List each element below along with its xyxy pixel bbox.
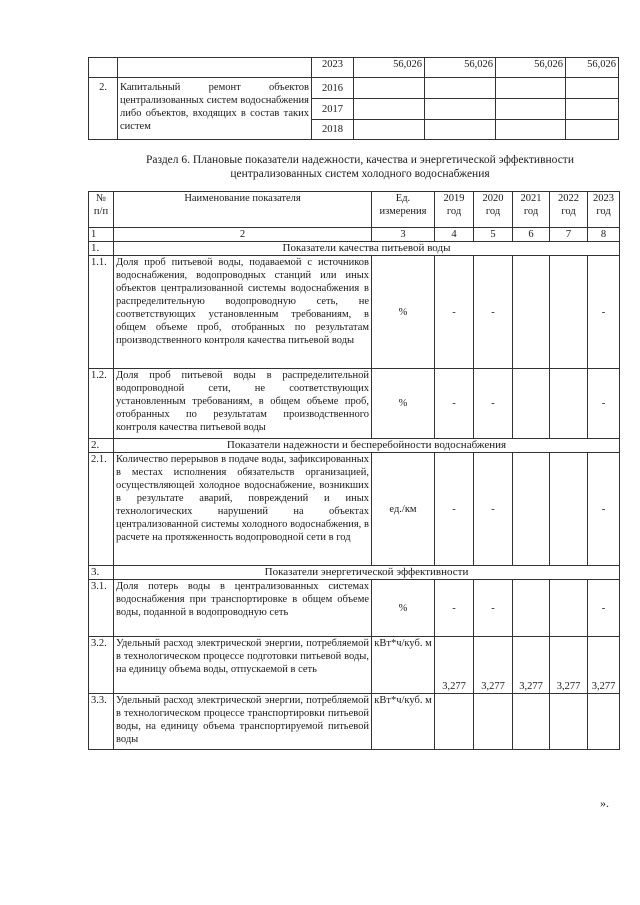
value-cell: - [588,256,620,369]
column-index: 7 [550,228,588,242]
year-cell: 2017 [312,99,354,120]
column-index: 6 [513,228,550,242]
row-description: Доля проб питьевой воды в распределительной водопроводной сети, не соответствующих установленным требованиям, в общем объеме проб, отобранных по результатам производственного контроля качества питьевой воды [114,369,372,439]
table-row [89,78,619,99]
row-description: Доля проб питьевой воды, подаваемой с источников водоснабжения, водопроводных станций или иных объектов централизованной системы водоснабжения в распределительную водопроводную сеть, не соответствующих установленным требованиям, в общем объеме проб, отобранных по результатам производственного контроля качества питьевой воды [114,256,372,369]
header-name: Наименование показателя [114,192,372,228]
row-description: Количество перерывов в подаче воды, зафиксированных в местах исполнения обязательств организацией, осуществляющей холодное водоснабжение, возникших в результате аварий, повреждений и иных технологических нарушений на объектах централизованной системы холодного водоснабжения, в расчете на протяженность водопроводной сети в год [114,453,372,566]
value-cell [550,694,588,750]
year-cell: 2023 [312,58,354,78]
row-description: Капитальный ремонт объектов централизованных систем водоснабжения либо объектов, входящих в состав таких систем [118,78,312,140]
table-row [89,453,620,566]
value-cell [513,453,550,566]
column-index-row [89,228,620,242]
section-title: Показатели надежности и бесперебойности водоснабжения [114,439,620,453]
row-number: 1.2. [89,369,114,439]
row-number: 3.3. [89,694,114,750]
header-year: 2020 год [474,192,513,228]
row-unit: % [372,369,435,439]
header-year: 2019 год [435,192,474,228]
row-number: 2.1. [89,453,114,566]
value-cell: 3,277 [474,637,513,694]
value-cell [588,694,620,750]
value-cell: - [435,256,474,369]
indicators-table [88,191,620,750]
value-cell [550,369,588,439]
value-cell [474,694,513,750]
value-cell: - [588,453,620,566]
header-num: № п/п [89,192,114,228]
value-cell [550,580,588,637]
value-cell: 3,277 [513,637,550,694]
closing-quote: ». [600,796,609,810]
section-heading [80,153,640,181]
value-cell [550,453,588,566]
table-row [89,256,620,369]
table-row [89,580,620,637]
column-index: 4 [435,228,474,242]
value-cell [550,256,588,369]
value-cell [513,580,550,637]
value-cell: - [435,369,474,439]
row-unit: % [372,580,435,637]
header-year: 2021 год [513,192,550,228]
column-index: 1 [89,228,114,242]
value-cell: 3,277 [550,637,588,694]
row-unit: кВт*ч/куб. м [372,694,435,750]
value-cell [513,256,550,369]
column-index: 2 [114,228,372,242]
column-index: 3 [372,228,435,242]
section-heading-line: централизованных систем холодного водоснабжения [230,168,490,180]
header-year: 2022 год [550,192,588,228]
section-heading-line: Раздел 6. Плановые показатели надежности, качества и энергетической эффективности [146,154,574,166]
value-cell: 3,277 [588,637,620,694]
section-num: 2. [89,439,114,453]
column-index: 5 [474,228,513,242]
value-cell: 56,026 [425,58,496,78]
row-description: Удельный расход электрической энергии, потребляемой в технологическом процессе подготовки питьевой воды, на единицу объема воды, отпускаемой в сеть [114,637,372,694]
row-description: Удельный расход электрической энергии, потребляемой в технологическом процессе транспортировки питьевой воды, на единицу объема транспортируемой питьевой воды [114,694,372,750]
section-row [89,439,620,453]
header-year: 2023 год [588,192,620,228]
value-cell: - [588,580,620,637]
section-title: Показатели качества питьевой воды [114,242,620,256]
value-cell: - [474,453,513,566]
section-num: 1. [89,242,114,256]
value-cell: - [474,580,513,637]
value-cell: 56,026 [566,58,619,78]
row-unit: ед./км [372,453,435,566]
table-row [89,637,620,694]
table-header-row [89,192,620,228]
table-row [89,369,620,439]
year-cell: 2016 [312,78,354,99]
header-unit: Ед. измерения [372,192,435,228]
row-description: Доля потерь воды в централизованных системах водоснабжения при транспортировке в общем объеме воды, поданной в водопроводную сеть [114,580,372,637]
table-row [89,694,620,750]
value-cell [513,694,550,750]
column-index: 8 [588,228,620,242]
row-number: 1.1. [89,256,114,369]
table-row [89,58,619,78]
row-unit: % [372,256,435,369]
row-number: 2. [89,78,118,140]
value-cell: - [435,453,474,566]
section-title: Показатели энергетической эффективности [114,566,620,580]
value-cell: - [588,369,620,439]
value-cell: - [435,580,474,637]
value-cell: 56,026 [354,58,425,78]
row-unit: кВт*ч/куб. м [372,637,435,694]
value-cell: 56,026 [496,58,566,78]
value-cell [435,694,474,750]
value-cell [513,369,550,439]
row-number: 3.2. [89,637,114,694]
section-row [89,242,620,256]
year-cell: 2018 [312,120,354,140]
investment-table-continuation [88,57,619,140]
section-num: 3. [89,566,114,580]
value-cell: - [474,369,513,439]
section-row [89,566,620,580]
row-number: 3.1. [89,580,114,637]
value-cell: - [474,256,513,369]
value-cell: 3,277 [435,637,474,694]
